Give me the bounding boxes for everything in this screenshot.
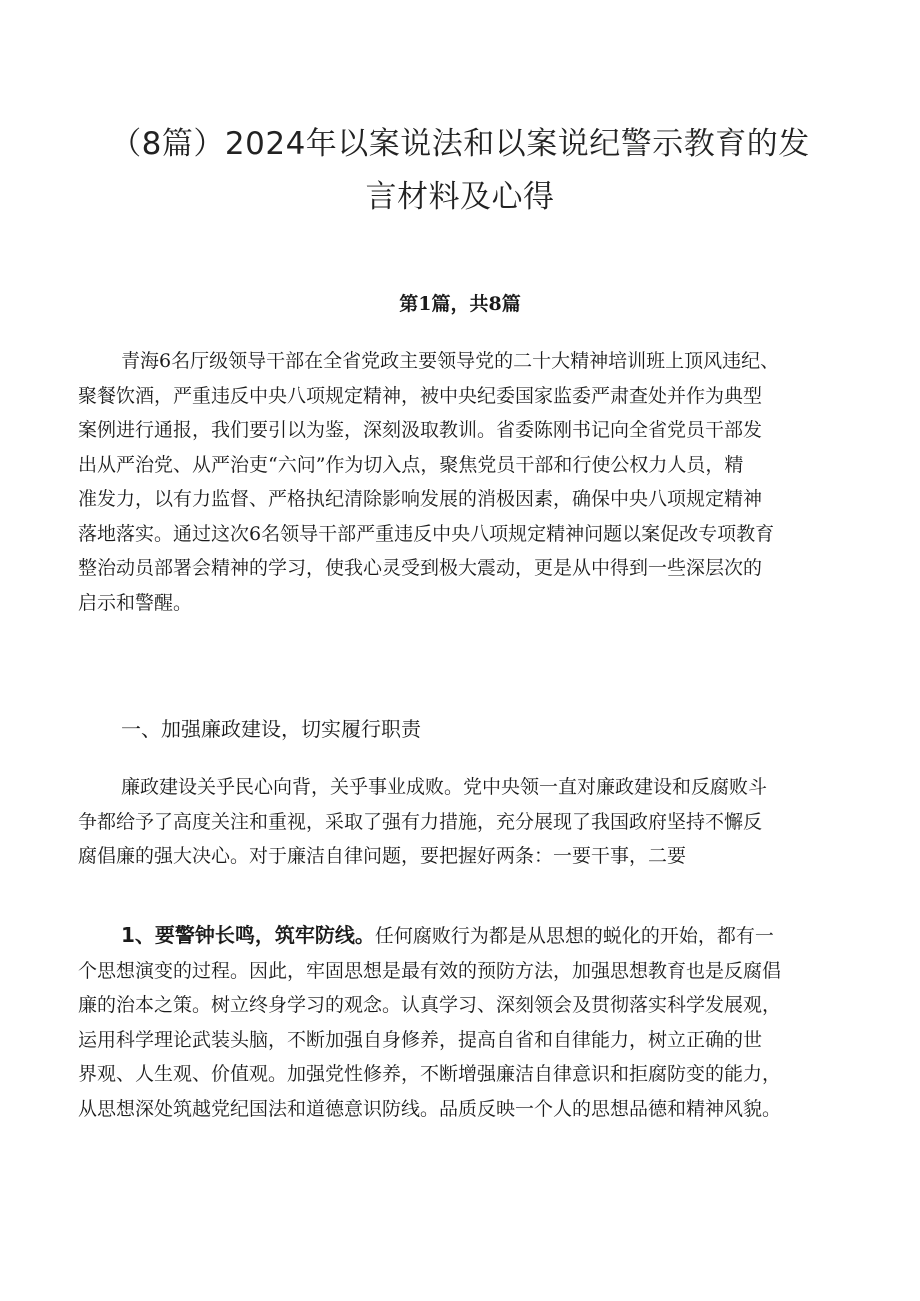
document-title-line-2: 言材料及心得 xyxy=(365,179,555,215)
paragraph-1 xyxy=(78,344,858,620)
paragraph-first-line-rest: 任何腐败行为都是从思想的蜕化的开始，都有一 xyxy=(374,925,774,947)
paragraph-3 xyxy=(78,918,858,1126)
paragraph-2 xyxy=(78,770,858,874)
paragraph-line: 整治动员部署会精神的学习，使我心灵受到极大震动，更是从中得到一些深层次的 xyxy=(78,557,763,579)
paragraph-first-line xyxy=(78,918,858,954)
paragraph-line: 案例进行通报，我们要引以为鉴，深刻汲取教训。省委陈刚书记向全省党员干部发 xyxy=(78,419,763,441)
paragraph-line: 腐倡廉的强大决心。对于廉洁自律问题，要把握好两条：一要干事，二要 xyxy=(78,845,687,867)
paragraph-line: 个思想演变的过程。因此，牢固思想是最有效的预防方法，加强思想教育也是反腐倡 xyxy=(78,959,782,982)
paragraph-line: 青海6名厅级领导干部在全省党政主要领导党的二十大精神培训班上顶风违纪、 xyxy=(121,350,780,372)
paragraph-line: 启示和警醒。 xyxy=(78,591,193,614)
document-title-line-1: （8篇）2024年以案说法和以案说纪警示教育的发 xyxy=(110,126,810,162)
section-heading-1: 一、加强廉政建设，切实履行职责 xyxy=(121,717,421,741)
paragraph-line: 廉的治本之策。树立终身学习的观念。认真学习、深刻领会及贯彻落实科学发展观， xyxy=(78,994,782,1016)
paragraph-line: 争都给予了高度关注和重视，采取了强有力措施，充分展现了我国政府坚持不懈反 xyxy=(78,810,763,833)
paragraph-line: 运用科学理论武装头脑，不断加强自身修养，提高自省和自律能力，树立正确的世 xyxy=(78,1028,763,1051)
paragraph-line: 从思想深处筑越党纪国法和道德意识防线。品质反映一个人的思想品德和精神风貌。 xyxy=(78,1097,782,1120)
paragraph-line: 界观、人生观、价值观。加强党性修养，不断增强廉洁自律意识和拒腐防变的能力， xyxy=(78,1063,782,1085)
document-title xyxy=(60,118,860,224)
paragraph-line: 出从严治党、从严治吏“六问”作为切入点，聚焦党员干部和行使公权力人员，精 xyxy=(78,453,744,476)
section-subtitle: 第1篇，共8篇 xyxy=(399,293,521,315)
paragraph-line: 廉政建设关乎民心向背，关乎事业成败。党中央领一直对廉政建设和反腐败斗 xyxy=(121,776,768,798)
paragraph-line: 准发力，以有力监督、严格执纪清除影响发展的消极因素，确保中央八项规定精神 xyxy=(78,488,763,510)
paragraph-lead-heading: 1、要警钟长鸣，筑牢防线。 xyxy=(121,923,375,947)
paragraph-line: 聚餐饮酒，严重违反中央八项规定精神，被中央纪委国家监委严肃查处并作为典型 xyxy=(78,384,763,407)
paragraph-line: 落地落实。通过这次6名领导干部严重违反中央八项规定精神问题以案促改专项教育 xyxy=(78,522,775,545)
